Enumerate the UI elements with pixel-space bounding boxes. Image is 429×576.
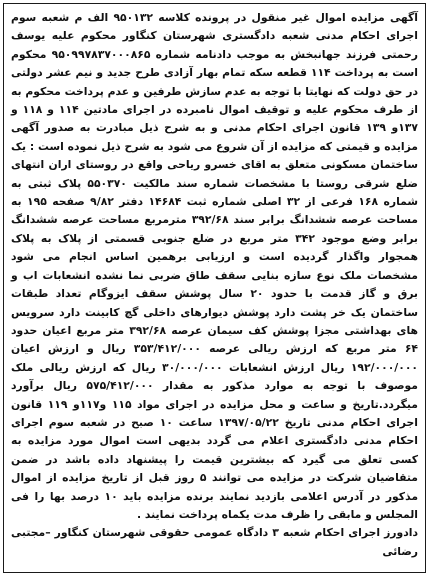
notice-signature: دادورز اجرای احکام شعبه ۳ دادگاه عمومی حقوقی شهرستان کنگاور –مجتبی رضائی — [11, 526, 419, 558]
notice-body: آگهی مزایده اموال غیر منقول در پرونده کلاسه ۹۵۰۱۳۲ الف م شعبه سوم اجرای احکام مدنی شعبه دادگستری شهرستان کنگاور محکوم علیه یوسف رحمتی فرزند جهانبخش به موجب دادنامه شماره ۹۵۰۹۹۷۸۳۷۰۰۰۸۶۵ محکوم است به پرداخت ۱۱۴ قطعه سکه تمام بهار آزادی طرح جدید و نیم عشر دولتی در حق دولت که نهایتا با توجه به عدم سازش طرفین و عدم پرداخت محکوم به از طرف محکوم علیه و توقیف اموال نامبرده در اجرای مادتین ۱۱۴ و ۱۱۸ و ۱۳۷و ۱۳۹ قانون اجرای احکام مدنی و به شرح ذیل مبادرت به صدور آگهی مزایده و قیمتی که مزایده از آن شروع می شود به شرح ذیل نموده است : یک ساختمان مسکونی متعلق به اقای خسرو ریاحی واقع در روستای اران انتهای ضلع شرقی روستا با مشخصات شماره سند مالکیت ۵۵۰۳۷۰ پلاک ثبتی به شماره ۱۶۸ فرعی از ۳۲ اصلی شماره ثبت ۱۴۶۸۴ دفتر ۹/۸۲ صفحه ۱۹۵ به مساحت عرصه ششدانگ برابر سند ۳۹۲/۶۸ مترمربع مساحت عرصه ششدانگ برابر وضع موجود ۳۴۲ متر مربع در ضلع جنوبی قسمتی از پلاک به پلاک همجوار واگذار گردیده است و ارزیابی برهمین اساس انجام می شود مشخصات ملک نوع سازه بنایی سقف طاق ضربی نما نشده انشعابات اب و برق و گاز قدمت با حدود ۲۰ سال پوشش سقف ایزوگام تعداد طبقات ساختمان یک خر پشت دارد پوشش دیوارهای داخلی گچ کابینت دارد سرویس های بهداشتی مجزا پوشش کف سیمان عرصه ۳۹۲/۶۸ متر مربع اعیان حدود ۶۴ متر مربع که ارزش ریالی عرصه ۳۵۳/۴۱۲/۰۰۰ ریال و ارزش اعیان ۱۹۲/۰۰۰/۰۰۰ ریال ارزش انشعابات ۳۰/۰۰۰/۰۰۰ ریال که ارزش ریالی ملک موصوف با توجه به موارد مذکور به مقدار ۵۷۵/۴۱۲/۰۰۰ ریال برآورد میگردد.تاریخ و ساعت و محل مزایده در اجرای مواد ۱۱۵ و۱۱۷و ۱۱۹ قانون اجرای احکام مدنی تاریخ ۱۳۹۷/۰۵/۲۲ ساعت ۱۰ صبح در شعبه سوم اجرای احکام مدنی دادگستری اعلام می گردد بدیهی است اموال مورد مزایده به کسی تعلق می گیرد که بیشترین قیمت را پیشنهاد داده باشد در ضمن متقاضیان شرکت در مزایده می توانند ۵ روز قبل از تاریخ مزایده از اموال مذکور در آدرس اعلامی بازدید نمایند برنده مزایده باید ۱۰ درصد بها را فی المجلس و مابقی را ظرف مدت یکماه پرداخت نمایند . — [11, 11, 419, 521]
auction-notice — [3, 3, 426, 573]
